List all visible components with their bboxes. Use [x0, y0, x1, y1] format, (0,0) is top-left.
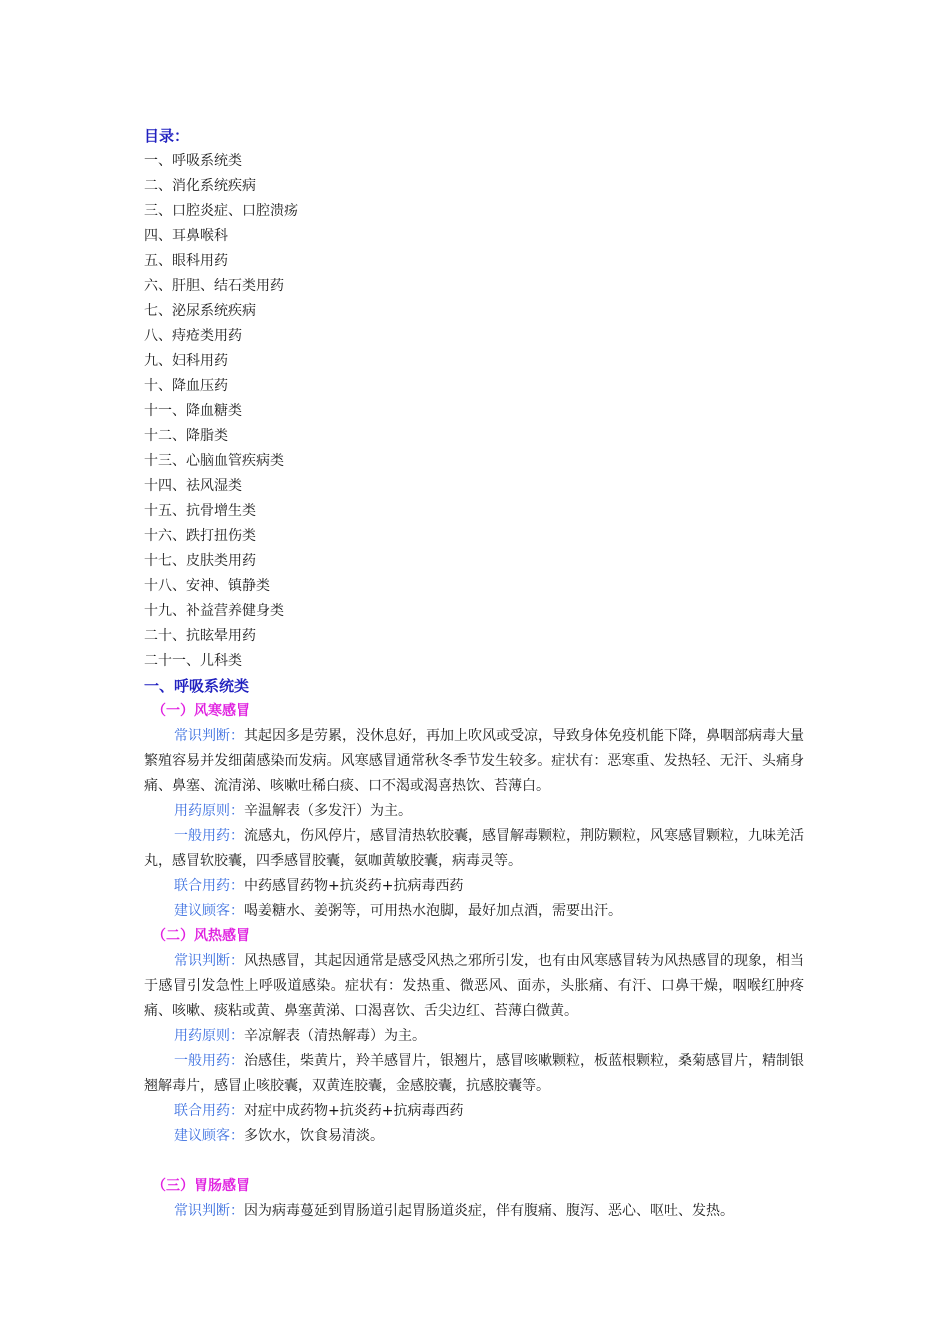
paragraph-judgement: [144, 949, 804, 1024]
text-judgement: 其起因多是劳累，没休息好，再加上吹风或受凉，导致身体免疫机能下降，鼻咽部病毒大量繁殖容易并发细菌感染而发病。风寒感冒通常秋冬季节发生较多。症状有：恶寒重、发热轻、无汗、头痛身痛、鼻塞、流清涕、咳嗽吐稀白痰、口不渴或渴喜热饮、苔薄白。: [144, 728, 804, 794]
paragraph-combined-medication: [144, 1099, 804, 1124]
toc-list: [144, 149, 804, 674]
paragraph-combined-medication: [144, 874, 804, 899]
toc-item: 十四、祛风湿类: [144, 478, 242, 494]
label-judgement: 常识判断：: [174, 953, 244, 969]
label-general-medication: 一般用药：: [174, 828, 244, 844]
document-page: [144, 124, 804, 1224]
text-advice: 喝姜糖水、姜粥等，可用热水泡脚，最好加点酒，需要出汗。: [244, 903, 622, 919]
toc-item: 三、口腔炎症、口腔溃疡: [144, 203, 298, 219]
text-judgement: 因为病毒蔓延到胃肠道引起胃肠道炎症，伴有腹痛、腹泻、恶心、呕吐、发热。: [244, 1203, 734, 1219]
toc-item: 六、肝胆、结石类用药: [144, 278, 284, 294]
text-combined-medication: 对症中成药物+抗炎药+抗病毒西药: [244, 1103, 464, 1119]
label-advice: 建议顾客：: [174, 903, 244, 919]
toc-item: 一、呼吸系统类: [144, 153, 242, 169]
text-principle: 辛凉解表（清热解毒）为主。: [244, 1028, 426, 1044]
toc-item: 八、痔疮类用药: [144, 328, 242, 344]
toc-item: 十六、跌打扭伤类: [144, 528, 256, 544]
text-judgement: 风热感冒，其起因通常是感受风热之邪所引发，也有由风寒感冒转为风热感冒的现象，相当于感冒引发急性上呼吸道感染。症状有：发热重、微恶风、面赤，头胀痛、有汗、口鼻干燥，咽喉红肿疼痛、咳嗽、痰粘或黄、鼻塞黄涕、口渴喜饮、舌尖边红、苔薄白微黄。: [144, 953, 804, 1019]
toc-item: 十二、降脂类: [144, 428, 228, 444]
toc-item: 九、妇科用药: [144, 353, 228, 369]
subsection-title: （一）风寒感冒: [152, 703, 250, 719]
toc-item: 四、耳鼻喉科: [144, 228, 228, 244]
paragraph-general-medication: [144, 1049, 804, 1099]
label-judgement: 常识判断：: [174, 1203, 244, 1219]
paragraph-judgement: [144, 724, 804, 799]
toc-item: 五、眼科用药: [144, 253, 228, 269]
paragraph-principle: [144, 799, 804, 824]
toc-item: 十三、心脑血管疾病类: [144, 453, 284, 469]
label-general-medication: 一般用药：: [174, 1053, 244, 1069]
text-general-medication: 治感佳，柴黄片，羚羊感冒片，银翘片，感冒咳嗽颗粒，板蓝根颗粒，桑菊感冒片，精制银翘解毒片，感冒止咳胶囊，双黄连胶囊，金感胶囊，抗感胶囊等。: [144, 1053, 804, 1094]
toc-item: 十、降血压药: [144, 378, 228, 394]
text-combined-medication: 中药感冒药物+抗炎药+抗病毒西药: [244, 878, 464, 894]
label-judgement: 常识判断：: [174, 728, 244, 744]
text-principle: 辛温解表（多发汗）为主。: [244, 803, 412, 819]
toc-item: 十八、安神、镇静类: [144, 578, 270, 594]
label-principle: 用药原则：: [174, 1028, 244, 1044]
toc-item: 二十、抗眩晕用药: [144, 628, 256, 644]
paragraph-general-medication: [144, 824, 804, 874]
toc-item: 十一、降血糖类: [144, 403, 242, 419]
toc-item: 十九、补益营养健身类: [144, 603, 284, 619]
paragraph-judgement: [144, 1199, 804, 1224]
label-combined-medication: 联合用药：: [174, 1103, 244, 1119]
paragraph-advice: [144, 899, 804, 924]
section-title: 一、呼吸系统类: [144, 677, 250, 695]
label-combined-medication: 联合用药：: [174, 878, 244, 894]
text-advice: 多饮水，饮食易清淡。: [244, 1128, 384, 1144]
subsection-title: （三）胃肠感冒: [152, 1178, 250, 1194]
toc-item: 十五、抗骨增生类: [144, 503, 256, 519]
toc-item: 十七、皮肤类用药: [144, 553, 256, 569]
text-general-medication: 流感丸，伤风停片，感冒清热软胶囊，感冒解毒颗粒，荆防颗粒，风寒感冒颗粒，九味羌活丸，感冒软胶囊，四季感冒胶囊，氨咖黄敏胶囊，病毒灵等。: [144, 828, 804, 869]
paragraph-principle: [144, 1024, 804, 1049]
label-principle: 用药原则：: [174, 803, 244, 819]
subsection-title: （二）风热感冒: [152, 928, 250, 944]
blank-line: [144, 1149, 804, 1174]
paragraph-advice: [144, 1124, 804, 1149]
toc-item: 二十一、儿科类: [144, 653, 242, 669]
toc-item: 七、泌尿系统疾病: [144, 303, 256, 319]
toc-item: 二、消化系统疾病: [144, 178, 256, 194]
toc-title: 目录：: [144, 127, 190, 145]
label-advice: 建议顾客：: [174, 1128, 244, 1144]
